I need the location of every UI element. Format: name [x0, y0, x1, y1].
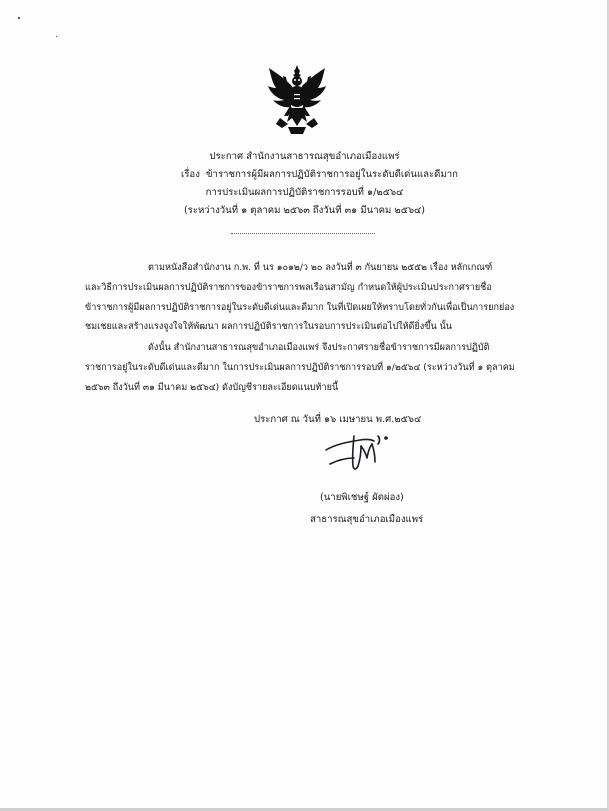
heading-divider	[231, 233, 375, 234]
signer-title: สาธารณสุขอำเภอเมืองแพร่	[310, 514, 424, 525]
signature-image	[320, 420, 402, 476]
paragraph-line: ดังนั้น สำนักงานสาธารณสุขอำเภอเมืองแพร่ จึงประกาศรายชื่อข้าราชการมีผลการปฏิบัติ	[148, 343, 490, 353]
paragraph-line: ชมเชยและสร้างแรงจูงใจให้พัฒนา ผลการปฏิบัติราชการในรอบการประเมินต่อไปให้ดียิ่งขึ้น นั้น	[85, 322, 452, 332]
scan-mark	[18, 17, 20, 19]
subject-label: เรื่อง	[181, 169, 200, 180]
paragraph-line: และวิธีการประเมินผลการปฏิบัติราชการของข้าราชการพลเรือนสามัญ กำหนดให้ผู้ประเมินประกาศรายชื่อ	[85, 283, 492, 293]
announcement-date: ประกาศ ณ วันที่ ๑๖ เมษายน พ.ศ.๒๕๖๔	[254, 414, 422, 425]
paragraph-line: ข้าราชการผู้มีผลการปฏิบัติราชการอยู่ในระดับดีเด่นและดีมาก ในที่เปิดเผยให้ทราบโดยทั่วกันเพื่อเป็นการยกย่อง	[85, 303, 515, 313]
subject-text: ข้าราชการผู้มีผลการปฏิบัติราชการอยู่ในระดับดีเด่นและดีมาก	[206, 169, 458, 180]
announcement-title: ประกาศ สำนักงานสาธารณสุขอำเภอเมืองแพร่	[209, 151, 400, 162]
paragraph-line: ราชการอยู่ในระดับดีเด่นและดีมาก ในการประเมินผลการปฏิบัติราชการรอบที่ ๑/๒๕๖๔ (ระหว่างวันที่ ๑ ตุลาคม	[85, 363, 515, 373]
subject-date-range: (ระหว่างวันที่ ๑ ตุลาคม ๒๕๖๓ ถึงวันที่ ๓๑ มีนาคม ๒๕๖๔)	[183, 205, 426, 216]
scan-mark	[56, 36, 57, 37]
garuda-emblem-icon	[266, 64, 328, 136]
subject-evaluation-round: การประเมินผลการปฏิบัติราชการรอบที่ ๑/๒๕๖๔	[205, 187, 404, 198]
signer-name: (นายพิเชษฐ์ ผัดผ่อง)	[320, 492, 404, 503]
paragraph-line: ๒๕๖๓ ถึงวันที่ ๓๑ มีนาคม ๒๕๖๔) ดังบัญชีรายละเอียดแนบท้ายนี้	[85, 383, 339, 393]
subject-line	[181, 169, 458, 181]
paragraph-line: ตามหนังสือสำนักงาน ก.พ. ที่ นร ๑๐๑๒/ว ๒๐ ลงวันที่ ๓ กันยายน ๒๕๕๒ เรื่อง หลักเกณฑ์	[148, 263, 493, 273]
